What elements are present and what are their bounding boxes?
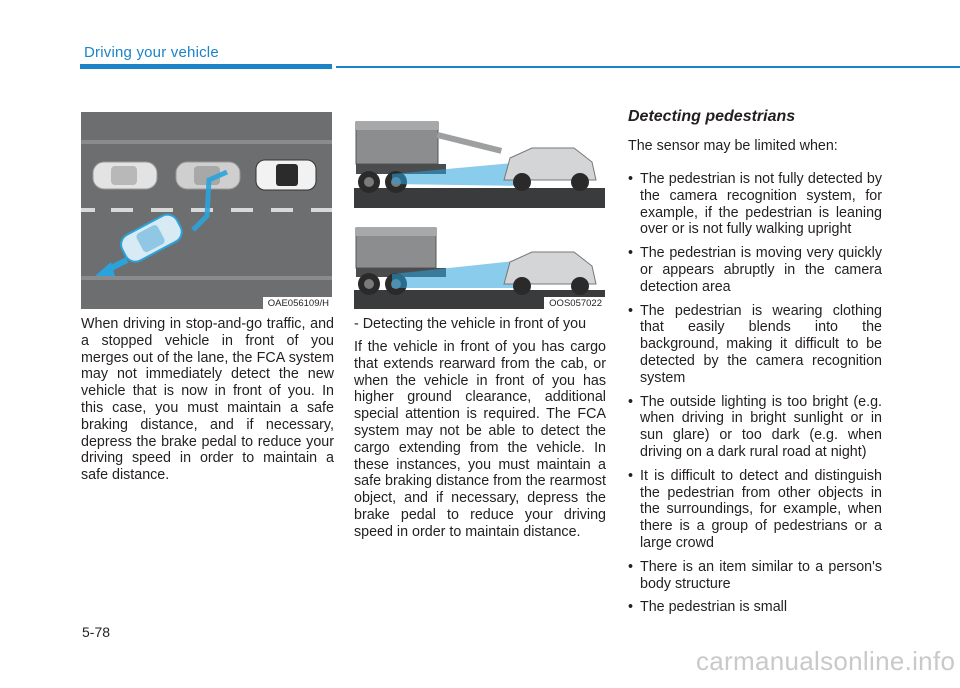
section-title: Driving your vehicle [84,44,219,61]
bullet-text: The pedestrian is small [640,599,788,616]
lane-merge-illustration [81,112,332,309]
list-item: • The pedestrian is wearing clothing that easily blends into the background, making it difficult to be detected by the camera recognition system [628,302,882,386]
list-item: • The pedestrian is not fully detected by the camera recognition system, for example, if the pedestrian is leaning over or is not fully walking upright [628,171,882,238]
figure-code-left: OAE056109/H [263,297,332,309]
truck-cargo-figure [354,112,605,309]
bullet-text: The pedestrian is wearing clothing that easily blends into the background, making it difficult to be detected by the camera recognition system [640,302,882,386]
detecting-vehicle-caption: - Detecting the vehicle in front of you [354,316,587,332]
list-item: • There is an item similar to a person's body structure [628,558,882,592]
page-number: 5-78 [82,624,111,640]
list-item: • It is difficult to detect and distinguish the pedestrian from other objects in the surroundings, for example, when there is a group of pedestrians or a large crowd [628,467,882,551]
bullet-text: The outside lighting is too bright (e.g. when driving in bright sunlight or in sun glare) or too dark (e.g. when driving on a dark rural road at night) [640,393,882,460]
list-item: • The pedestrian is small [628,599,788,616]
pedestrian-limitations-list [628,171,882,623]
cargo-paragraph: If the vehicle in front of you has cargo that extends rearward from the cab, or when the vehicle in front of you has higher ground clearance, additional special attention is required. The FCA system may not be able to detect the cargo extending from the vehicle. In these instances, you must maintain a safe braking distance from the rearmost object, and if necessary, depress the brake pedal to reduce your driving speed in order to maintain distance. [354,339,606,540]
car-top-left [93,162,157,189]
watermark: carmanualsonline.info [696,646,956,676]
list-item: • The outside lighting is too bright (e.g. when driving in bright sunlight or in sun glare) or too dark (e.g. when driving on a dark rural road at night) [628,393,882,460]
bullet-text: It is difficult to detect and distinguish the pedestrian from other objects in the surroundings, for example, when there is a group of pedestrians or a large crowd [640,467,882,551]
header-rule-thick [80,64,332,69]
header-rule-thin [336,66,960,68]
lane-merge-figure [81,112,332,309]
bullet-text: There is an item similar to a person's body structure [640,558,882,592]
truck-cargo-illustration [354,112,605,309]
figure-code-middle: OOS057022 [544,297,605,309]
suv-bottom [504,252,596,295]
sensor-limited-intro: The sensor may be limited when: [628,138,838,154]
bullet-text: The pedestrian is not fully detected by the camera recognition system, for example, if the pedestrian is leaning over or is not fully walking upright [640,171,882,238]
list-item: • The pedestrian is moving very quickly or appears abruptly in the camera detection area [628,245,882,295]
bullet-text: The pedestrian is moving very quickly or appears abruptly in the camera detection area [640,245,882,295]
detecting-pedestrians-heading: Detecting pedestrians [628,108,796,125]
stop-and-go-paragraph: When driving in stop-and-go traffic, and a stopped vehicle in front of you merges out of the lane, the FCA system may not immediately detect the new vehicle that is now in front of you. In this case, you must maintain a safe braking distance, and if necessary, depress the brake pedal to reduce your driving speed in order to maintain a safe distance. [81,316,334,484]
car-top-right [256,160,316,190]
